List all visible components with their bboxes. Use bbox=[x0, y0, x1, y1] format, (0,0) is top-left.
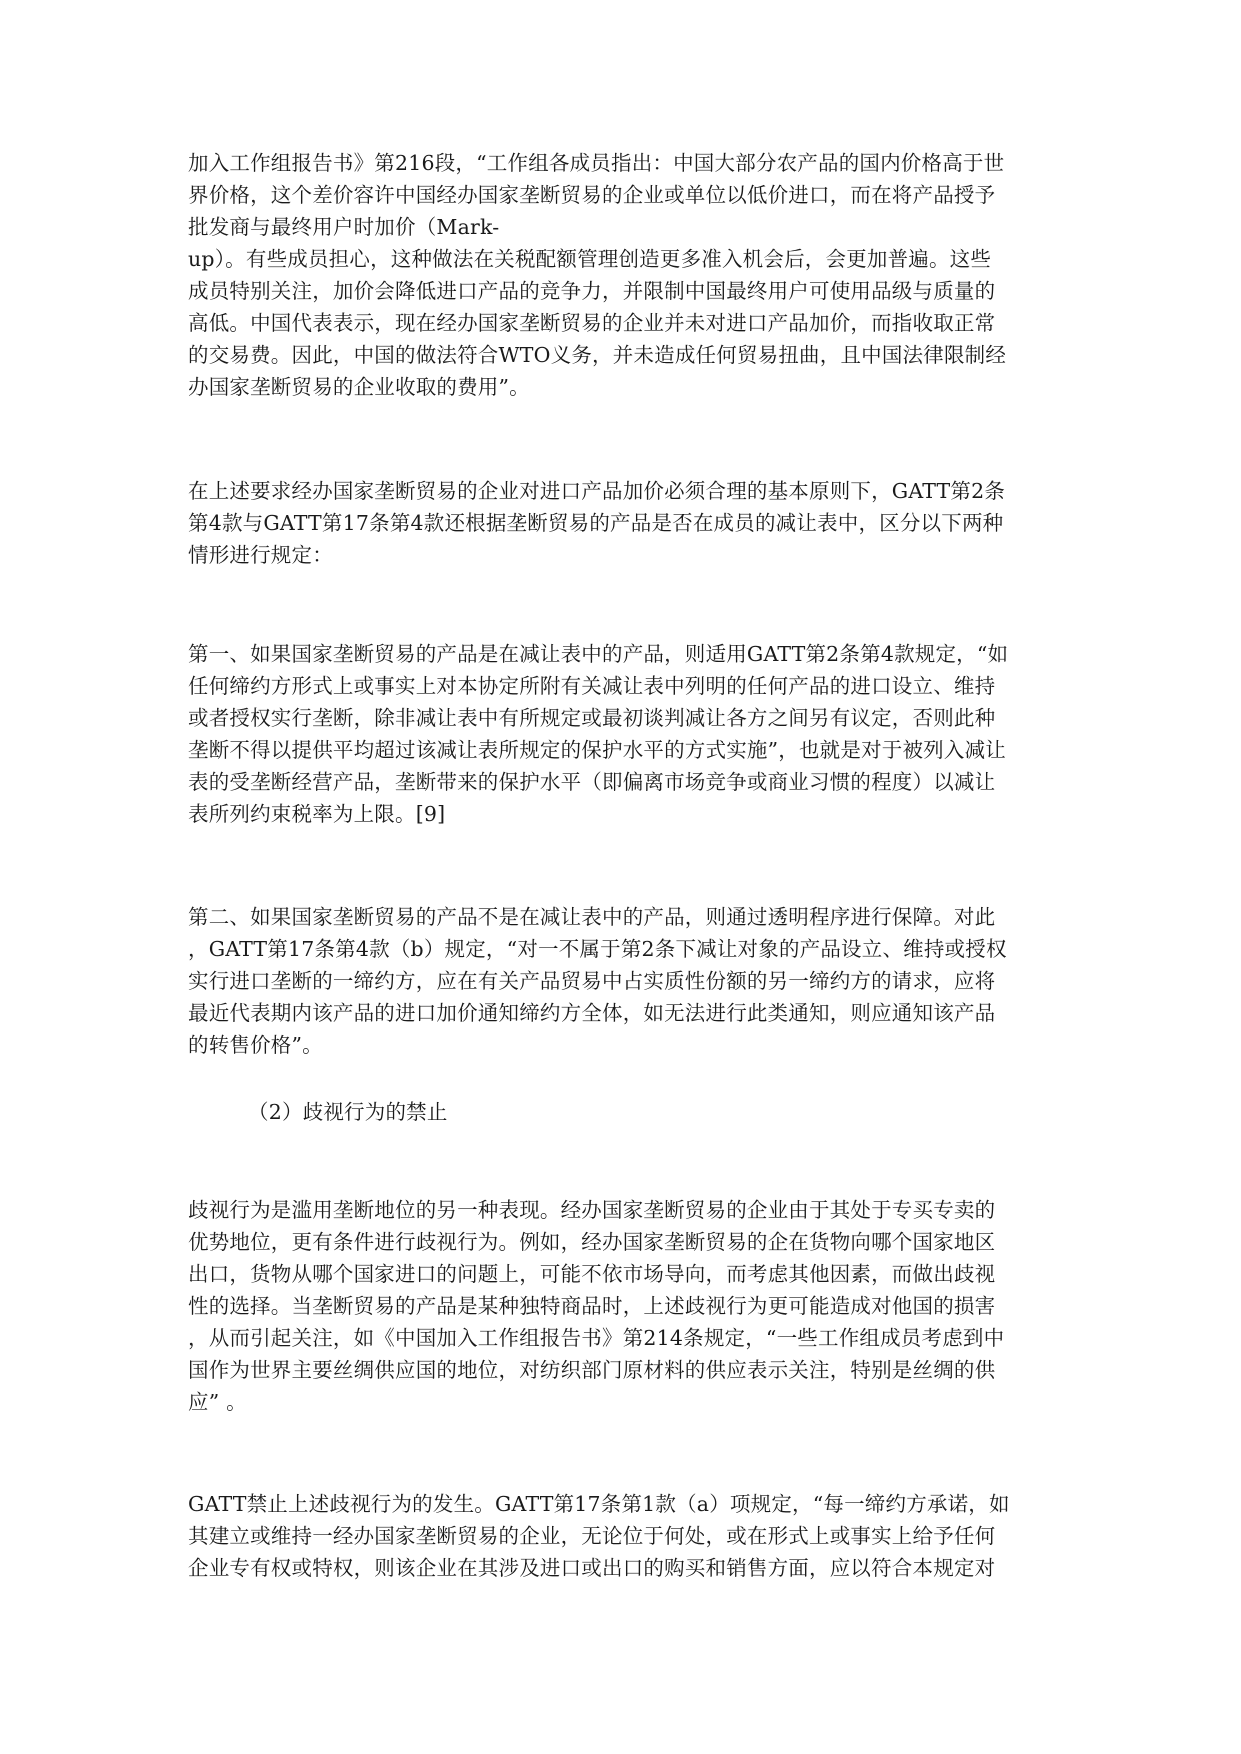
paragraph-6-line-2: 其建立或维持一经办国家垄断贸易的企业，无论位于何处，或在形式上或事实上给予任何 bbox=[188, 1524, 996, 1548]
paragraph-4-line-5: 的转售价格”。 bbox=[188, 1033, 323, 1057]
paragraph-1-line-8: 办国家垄断贸易的企业收取的费用”。 bbox=[188, 375, 530, 399]
paragraph-1-line-6: 高低。中国代表表示，现在经办国家垄断贸易的企业并未对进口产品加价，而指收取正常 bbox=[188, 311, 996, 335]
paragraph-1-line-2: 界价格，这个差价容许中国经办国家垄断贸易的企业或单位以低价进口，而在将产品授予 bbox=[188, 183, 996, 207]
paragraph-2-line-2: 第4款与GATT第17条第4款还根据垄断贸易的产品是否在成员的减让表中，区分以下两种 bbox=[188, 511, 1004, 535]
paragraph-1-line-1: 加入工作组报告书》第216段，“工作组各成员指出：中国大部分农产品的国内价格高于世 bbox=[188, 151, 1005, 175]
paragraph-4-line-3: 实行进口垄断的一缔约方，应在有关产品贸易中占实质性份额的另一缔约方的请求，应将 bbox=[188, 969, 996, 993]
paragraph-2-line-1: 在上述要求经办国家垄断贸易的企业对进口产品加价必须合理的基本原则下，GATT第2条 bbox=[188, 479, 1006, 503]
section-heading: （2）歧视行为的禁止 bbox=[248, 1100, 448, 1124]
paragraph-5-line-5: ，从而引起关注，如《中国加入工作组报告书》第214条规定，“一些工作组成员考虑到中 bbox=[188, 1326, 1005, 1350]
paragraph-4-line-2: ，GATT第17条第4款（b）规定，“对一不属于第2条下减让对象的产品设立、维持或授权 bbox=[188, 937, 1007, 961]
paragraph-5-line-2: 优势地位，更有条件进行歧视行为。例如，经办国家垄断贸易的企在货物向哪个国家地区 bbox=[188, 1230, 996, 1254]
paragraph-3-line-3: 或者授权实行垄断，除非减让表中有所规定或最初谈判减让各方之间另有议定，否则此种 bbox=[188, 706, 996, 730]
paragraph-1-line-7: 的交易费。因此，中国的做法符合WTO义务，并未造成任何贸易扭曲，且中国法律限制经 bbox=[188, 343, 1007, 367]
paragraph-6-line-1: GATT禁止上述歧视行为的发生。GATT第17条第1款（a）项规定，“每一缔约方承诺，如 bbox=[188, 1492, 1010, 1516]
paragraph-5-line-6: 国作为世界主要丝绸供应国的地位，对纺织部门原材料的供应表示关注，特别是丝绸的供 bbox=[188, 1358, 996, 1382]
paragraph-3-line-4: 垄断不得以提供平均超过该减让表所规定的保护水平的方式实施”，也就是对于被列入减让 bbox=[188, 738, 1006, 762]
paragraph-5-line-3: 出口，货物从哪个国家进口的问题上，可能不依市场导向，而考虑其他因素，而做出歧视 bbox=[188, 1262, 996, 1286]
paragraph-3-line-6: 表所列约束税率为上限。[9] bbox=[188, 802, 446, 826]
paragraph-2-line-3: 情形进行规定： bbox=[188, 543, 333, 567]
paragraph-3-line-2: 任何缔约方形式上或事实上对本协定所附有关减让表中列明的任何产品的进口设立、维持 bbox=[188, 674, 996, 698]
paragraph-5-line-4: 性的选择。当垄断贸易的产品是某种独特商品时，上述歧视行为更可能造成对他国的损害 bbox=[188, 1294, 996, 1318]
paragraph-5-line-1: 歧视行为是滥用垄断地位的另一种表现。经办国家垄断贸易的企业由于其处于专买专卖的 bbox=[188, 1198, 996, 1222]
paragraph-4-line-1: 第二、如果国家垄断贸易的产品不是在减让表中的产品，则通过透明程序进行保障。对此 bbox=[188, 905, 996, 929]
paragraph-3-line-5: 表的受垄断经营产品，垄断带来的保护水平（即偏离市场竞争或商业习惯的程度）以减让 bbox=[188, 770, 996, 794]
paragraph-1-line-3: 批发商与最终用户时加价（Mark- bbox=[188, 215, 500, 239]
paragraph-6-line-3: 企业专有权或特权，则该企业在其涉及进口或出口的购买和销售方面，应以符合本规定对 bbox=[188, 1556, 996, 1580]
paragraph-4-line-4: 最近代表期内该产品的进口加价通知缔约方全体，如无法进行此类通知，则应通知该产品 bbox=[188, 1001, 996, 1025]
paragraph-1-line-5: 成员特别关注，加价会降低进口产品的竞争力，并限制中国最终用户可使用品级与质量的 bbox=[188, 279, 996, 303]
paragraph-3-line-1: 第一、如果国家垄断贸易的产品是在减让表中的产品，则适用GATT第2条第4款规定，“如 bbox=[188, 642, 1009, 666]
paragraph-1-line-4: up）。有些成员担心，这种做法在关税配额管理创造更多准入机会后，会更加普遍。这些 bbox=[188, 247, 992, 271]
paragraph-5-line-7: 应” 。 bbox=[188, 1390, 247, 1414]
